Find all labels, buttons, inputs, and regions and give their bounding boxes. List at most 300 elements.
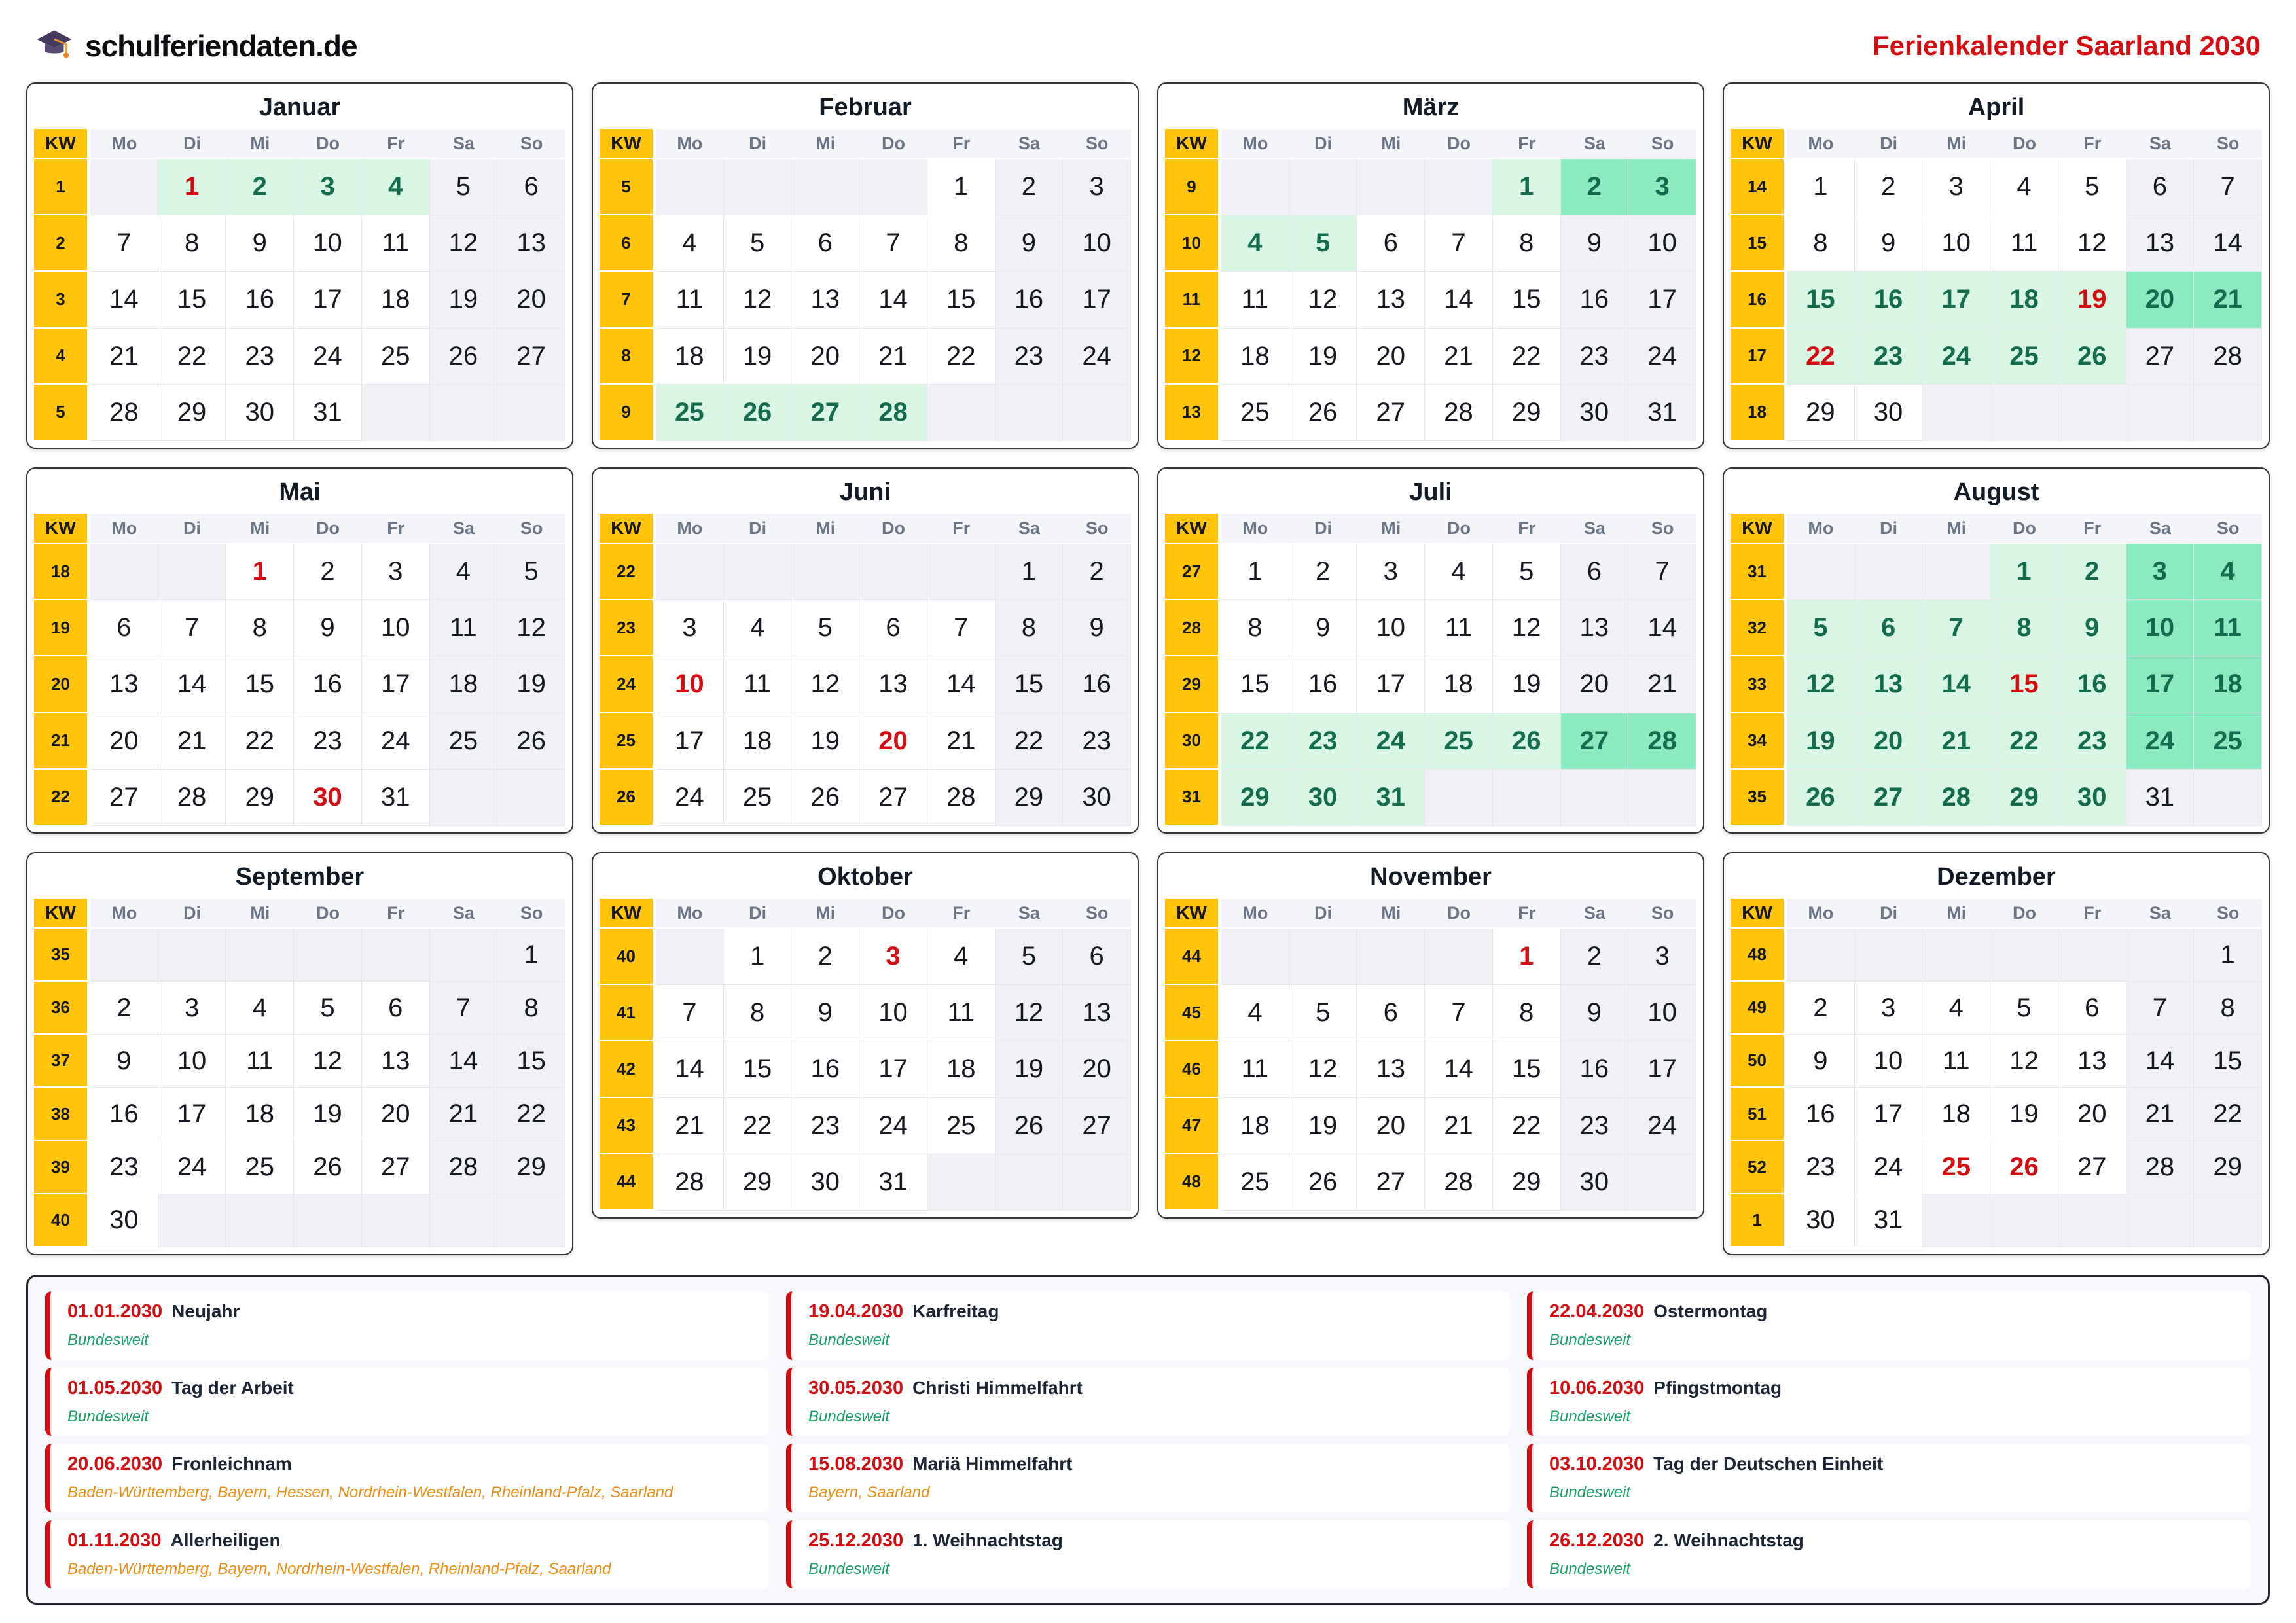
day-cell: 24 bbox=[656, 770, 724, 826]
day-cell: 2 bbox=[1561, 159, 1629, 215]
day-cell: 6 bbox=[791, 215, 859, 272]
day-cell: 27 bbox=[1561, 713, 1629, 770]
day-cell: 17 bbox=[1357, 656, 1425, 713]
kw-cell: 8 bbox=[600, 329, 656, 385]
kw-cell: 42 bbox=[600, 1041, 656, 1097]
day-cell: 31 bbox=[294, 385, 362, 441]
day-header-fr: Fr bbox=[1493, 899, 1561, 929]
kw-cell: 10 bbox=[1165, 215, 1221, 272]
day-cell: 15 bbox=[1787, 272, 1855, 328]
graduation-cap-icon bbox=[35, 27, 73, 65]
day-cell: 5 bbox=[294, 982, 362, 1035]
day-header-do: Do bbox=[1990, 899, 2058, 929]
day-cell bbox=[724, 159, 792, 215]
month-grid bbox=[600, 129, 1131, 441]
day-cell: 18 bbox=[1990, 272, 2058, 328]
month-grid bbox=[1731, 514, 2262, 826]
day-cell: 3 bbox=[859, 929, 927, 985]
day-cell bbox=[226, 929, 294, 982]
day-cell: 10 bbox=[362, 600, 430, 656]
day-cell: 1 bbox=[1493, 159, 1561, 215]
day-cell: 13 bbox=[90, 656, 158, 713]
month-title: Februar bbox=[819, 94, 912, 121]
day-header-di: Di bbox=[1855, 899, 1923, 929]
day-cell: 7 bbox=[859, 215, 927, 272]
day-header-di: Di bbox=[158, 514, 226, 544]
day-cell: 11 bbox=[927, 985, 996, 1041]
day-cell: 11 bbox=[1221, 272, 1289, 328]
kw-cell: 39 bbox=[34, 1141, 90, 1194]
holiday-entry bbox=[45, 1444, 769, 1512]
month-grid bbox=[600, 899, 1131, 1211]
day-cell: 26 bbox=[430, 329, 498, 385]
day-cell: 2 bbox=[1063, 544, 1131, 600]
month-mai bbox=[26, 467, 573, 834]
kw-cell: 16 bbox=[1731, 272, 1787, 328]
day-cell: 5 bbox=[791, 600, 859, 656]
month-title: April bbox=[1967, 94, 2025, 121]
day-cell: 18 bbox=[927, 1041, 996, 1097]
holiday-scope: Bundesweit bbox=[1549, 1484, 1631, 1502]
day-cell: 11 bbox=[362, 215, 430, 272]
day-cell: 22 bbox=[996, 713, 1064, 770]
day-cell: 6 bbox=[859, 600, 927, 656]
day-cell: 21 bbox=[2194, 272, 2262, 328]
day-cell bbox=[2194, 1194, 2262, 1247]
day-cell: 15 bbox=[158, 272, 226, 328]
day-header-sa: Sa bbox=[2126, 899, 2195, 929]
day-cell: 13 bbox=[1561, 600, 1629, 656]
kw-column-header: KW bbox=[34, 899, 90, 929]
day-cell: 20 bbox=[1561, 656, 1629, 713]
day-header-fr: Fr bbox=[927, 129, 996, 159]
day-cell: 30 bbox=[1063, 770, 1131, 826]
day-cell: 22 bbox=[1493, 1098, 1561, 1154]
day-cell bbox=[362, 1194, 430, 1247]
kw-cell: 27 bbox=[1165, 544, 1221, 600]
month-grid bbox=[1731, 899, 2262, 1247]
day-header-do: Do bbox=[294, 129, 362, 159]
holiday-name: Tag der Arbeit bbox=[171, 1377, 294, 1398]
kw-cell: 1 bbox=[34, 159, 90, 215]
day-cell bbox=[226, 1194, 294, 1247]
day-cell: 29 bbox=[1493, 385, 1561, 441]
day-cell: 6 bbox=[497, 159, 565, 215]
kw-cell: 1 bbox=[1731, 1194, 1787, 1247]
kw-cell: 48 bbox=[1731, 929, 1787, 982]
day-cell: 13 bbox=[859, 656, 927, 713]
holiday-date: 26.12.2030 bbox=[1549, 1529, 1645, 1551]
day-cell bbox=[859, 544, 927, 600]
day-cell: 1 bbox=[226, 544, 294, 600]
day-cell: 21 bbox=[927, 713, 996, 770]
day-cell bbox=[1855, 544, 1923, 600]
day-cell bbox=[430, 385, 498, 441]
day-cell: 14 bbox=[1628, 600, 1696, 656]
day-header-mo: Mo bbox=[1787, 514, 1855, 544]
kw-cell: 46 bbox=[1165, 1041, 1221, 1097]
day-cell: 17 bbox=[362, 656, 430, 713]
day-cell bbox=[1063, 385, 1131, 441]
day-cell: 21 bbox=[1922, 713, 1990, 770]
day-cell: 6 bbox=[362, 982, 430, 1035]
day-header-mo: Mo bbox=[656, 899, 724, 929]
day-cell: 19 bbox=[1289, 329, 1357, 385]
holiday-name: Neujahr bbox=[171, 1301, 240, 1322]
day-header-sa: Sa bbox=[1561, 899, 1629, 929]
holiday-scope: Bundesweit bbox=[1549, 1407, 1631, 1425]
day-header-sa: Sa bbox=[2126, 514, 2195, 544]
day-cell: 31 bbox=[1357, 770, 1425, 826]
day-cell: 6 bbox=[1855, 600, 1923, 656]
day-cell: 2 bbox=[2058, 544, 2126, 600]
day-cell: 8 bbox=[2194, 982, 2262, 1035]
day-cell: 21 bbox=[430, 1088, 498, 1141]
day-cell: 21 bbox=[1425, 329, 1493, 385]
day-header-sa: Sa bbox=[996, 899, 1064, 929]
day-header-sa: Sa bbox=[996, 129, 1064, 159]
day-cell: 21 bbox=[90, 329, 158, 385]
day-cell: 21 bbox=[859, 329, 927, 385]
holiday-scope: Baden-Württemberg, Bayern, Nordrhein-Westfalen, Rheinland-Pfalz, Saarland bbox=[67, 1560, 611, 1578]
day-cell: 11 bbox=[1425, 600, 1493, 656]
day-cell: 13 bbox=[362, 1035, 430, 1088]
kw-cell: 44 bbox=[1165, 929, 1221, 985]
kw-cell: 21 bbox=[34, 713, 90, 770]
day-cell: 14 bbox=[927, 656, 996, 713]
kw-column-header: KW bbox=[34, 514, 90, 544]
day-cell: 28 bbox=[2194, 329, 2262, 385]
day-cell: 5 bbox=[1990, 982, 2058, 1035]
day-cell bbox=[2126, 385, 2195, 441]
day-cell: 7 bbox=[1425, 215, 1493, 272]
day-cell: 17 bbox=[859, 1041, 927, 1097]
day-header-do: Do bbox=[1990, 129, 2058, 159]
day-cell bbox=[2194, 385, 2262, 441]
day-cell: 21 bbox=[1425, 1098, 1493, 1154]
day-cell: 15 bbox=[226, 656, 294, 713]
day-cell: 19 bbox=[2058, 272, 2126, 328]
day-header-so: So bbox=[2194, 899, 2262, 929]
kw-cell: 25 bbox=[600, 713, 656, 770]
holiday-name: 1. Weihnachtstag bbox=[912, 1529, 1063, 1550]
day-cell: 25 bbox=[927, 1098, 996, 1154]
day-cell: 26 bbox=[1493, 713, 1561, 770]
day-cell: 3 bbox=[1855, 982, 1923, 1035]
day-header-so: So bbox=[1628, 129, 1696, 159]
month-title: Juli bbox=[1409, 478, 1452, 506]
day-cell: 18 bbox=[1922, 1088, 1990, 1141]
day-cell: 12 bbox=[1289, 1041, 1357, 1097]
day-cell: 12 bbox=[497, 600, 565, 656]
day-header-fr: Fr bbox=[362, 514, 430, 544]
day-cell: 29 bbox=[724, 1154, 792, 1211]
day-cell: 28 bbox=[656, 1154, 724, 1211]
day-cell: 30 bbox=[1561, 1154, 1629, 1211]
day-cell: 5 bbox=[430, 159, 498, 215]
day-cell: 7 bbox=[158, 600, 226, 656]
day-cell: 25 bbox=[1221, 385, 1289, 441]
holiday-name: Fronleichnam bbox=[171, 1454, 292, 1474]
kw-column-header: KW bbox=[1165, 514, 1221, 544]
day-cell: 11 bbox=[226, 1035, 294, 1088]
day-cell: 20 bbox=[1063, 1041, 1131, 1097]
holiday-entry bbox=[45, 1291, 769, 1360]
holiday-date: 01.01.2030 bbox=[67, 1301, 163, 1323]
kw-cell: 15 bbox=[1731, 215, 1787, 272]
day-cell: 13 bbox=[1063, 985, 1131, 1041]
month-grid bbox=[34, 899, 565, 1247]
day-cell: 10 bbox=[1628, 215, 1696, 272]
day-cell: 3 bbox=[1357, 544, 1425, 600]
day-cell: 25 bbox=[226, 1141, 294, 1194]
day-header-mo: Mo bbox=[90, 514, 158, 544]
day-cell bbox=[497, 770, 565, 826]
kw-cell: 11 bbox=[1165, 272, 1221, 328]
day-cell: 27 bbox=[1063, 1098, 1131, 1154]
day-cell: 23 bbox=[90, 1141, 158, 1194]
day-cell: 2 bbox=[791, 929, 859, 985]
holiday-scope: Bundesweit bbox=[808, 1331, 890, 1349]
day-cell: 3 bbox=[362, 544, 430, 600]
day-cell: 29 bbox=[1493, 1154, 1561, 1211]
day-cell: 10 bbox=[2126, 600, 2195, 656]
day-cell: 2 bbox=[1561, 929, 1629, 985]
site-logo[interactable] bbox=[35, 27, 357, 65]
day-cell: 20 bbox=[2126, 272, 2195, 328]
day-cell: 2 bbox=[90, 982, 158, 1035]
holiday-date: 10.06.2030 bbox=[1549, 1377, 1645, 1399]
kw-cell: 36 bbox=[34, 982, 90, 1035]
day-cell: 21 bbox=[656, 1098, 724, 1154]
day-cell: 29 bbox=[2194, 1141, 2262, 1194]
day-cell: 30 bbox=[1787, 1194, 1855, 1247]
kw-cell: 37 bbox=[34, 1035, 90, 1088]
day-cell: 27 bbox=[2126, 329, 2195, 385]
kw-cell: 52 bbox=[1731, 1141, 1787, 1194]
day-cell bbox=[2058, 1194, 2126, 1247]
day-cell bbox=[791, 159, 859, 215]
day-cell bbox=[158, 929, 226, 982]
day-cell: 7 bbox=[927, 600, 996, 656]
day-cell: 7 bbox=[430, 982, 498, 1035]
kw-cell: 45 bbox=[1165, 985, 1221, 1041]
day-cell: 27 bbox=[90, 770, 158, 826]
holiday-date: 01.11.2030 bbox=[67, 1529, 162, 1551]
day-cell: 12 bbox=[294, 1035, 362, 1088]
day-cell bbox=[497, 1194, 565, 1247]
day-cell: 22 bbox=[2194, 1088, 2262, 1141]
day-cell: 7 bbox=[90, 215, 158, 272]
day-cell: 15 bbox=[1493, 272, 1561, 328]
day-cell bbox=[497, 385, 565, 441]
kw-cell: 50 bbox=[1731, 1035, 1787, 1088]
day-cell: 11 bbox=[430, 600, 498, 656]
day-cell bbox=[1357, 929, 1425, 985]
day-cell: 3 bbox=[656, 600, 724, 656]
holiday-date: 03.10.2030 bbox=[1549, 1454, 1645, 1475]
day-cell: 12 bbox=[996, 985, 1064, 1041]
day-cell bbox=[1922, 544, 1990, 600]
day-cell: 4 bbox=[1990, 159, 2058, 215]
day-cell: 6 bbox=[2058, 982, 2126, 1035]
day-cell: 28 bbox=[1628, 713, 1696, 770]
day-header-di: Di bbox=[1289, 129, 1357, 159]
day-cell: 24 bbox=[1855, 1141, 1923, 1194]
day-cell: 15 bbox=[1990, 656, 2058, 713]
day-cell: 5 bbox=[1289, 215, 1357, 272]
day-cell: 5 bbox=[724, 215, 792, 272]
day-cell bbox=[1221, 159, 1289, 215]
day-header-so: So bbox=[1063, 129, 1131, 159]
day-header-di: Di bbox=[1855, 129, 1923, 159]
day-header-mi: Mi bbox=[791, 129, 859, 159]
day-header-so: So bbox=[2194, 514, 2262, 544]
day-cell: 12 bbox=[1289, 272, 1357, 328]
holiday-entry bbox=[1527, 1444, 2251, 1512]
day-cell bbox=[1425, 770, 1493, 826]
day-cell bbox=[791, 544, 859, 600]
day-cell: 31 bbox=[1628, 385, 1696, 441]
month-februar bbox=[592, 82, 1139, 449]
day-cell: 21 bbox=[2126, 1088, 2195, 1141]
day-cell: 23 bbox=[1561, 1098, 1629, 1154]
day-cell: 3 bbox=[294, 159, 362, 215]
holiday-scope: Baden-Württemberg, Bayern, Hessen, Nordrhein-Westfalen, Rheinland-Pfalz, Saarland bbox=[67, 1484, 673, 1502]
kw-cell: 24 bbox=[600, 656, 656, 713]
day-cell: 19 bbox=[791, 713, 859, 770]
day-cell: 5 bbox=[996, 929, 1064, 985]
day-header-di: Di bbox=[1289, 514, 1357, 544]
kw-column-header: KW bbox=[1731, 514, 1787, 544]
kw-cell: 38 bbox=[34, 1088, 90, 1141]
day-cell: 10 bbox=[1922, 215, 1990, 272]
holiday-entry-line bbox=[1549, 1301, 2234, 1323]
kw-cell: 22 bbox=[600, 544, 656, 600]
day-cell: 20 bbox=[362, 1088, 430, 1141]
day-header-di: Di bbox=[724, 129, 792, 159]
kw-cell: 33 bbox=[1731, 656, 1787, 713]
day-cell: 8 bbox=[497, 982, 565, 1035]
day-cell: 5 bbox=[1289, 985, 1357, 1041]
holiday-entry-line bbox=[808, 1378, 1493, 1399]
day-cell: 19 bbox=[1493, 656, 1561, 713]
holiday-entry bbox=[786, 1520, 1510, 1589]
kw-cell: 9 bbox=[1165, 159, 1221, 215]
month-title: Januar bbox=[259, 94, 341, 121]
day-cell: 2 bbox=[1855, 159, 1923, 215]
site-logo-text: schulferiendaten.de bbox=[85, 29, 357, 63]
day-cell bbox=[724, 544, 792, 600]
day-cell: 7 bbox=[1922, 600, 1990, 656]
day-cell: 21 bbox=[1628, 656, 1696, 713]
day-cell bbox=[430, 929, 498, 982]
month-dezember bbox=[1723, 852, 2270, 1255]
day-cell: 5 bbox=[2058, 159, 2126, 215]
day-cell: 18 bbox=[226, 1088, 294, 1141]
day-cell: 30 bbox=[791, 1154, 859, 1211]
kw-cell: 20 bbox=[34, 656, 90, 713]
day-cell: 6 bbox=[1357, 985, 1425, 1041]
day-cell: 4 bbox=[927, 929, 996, 985]
day-cell: 1 bbox=[497, 929, 565, 982]
day-cell: 13 bbox=[1357, 1041, 1425, 1097]
day-header-do: Do bbox=[1425, 129, 1493, 159]
day-cell: 30 bbox=[1855, 385, 1923, 441]
day-cell: 16 bbox=[294, 656, 362, 713]
day-cell: 1 bbox=[2194, 929, 2262, 982]
page-header bbox=[26, 14, 2270, 77]
day-cell: 8 bbox=[1221, 600, 1289, 656]
day-cell: 8 bbox=[996, 600, 1064, 656]
day-cell: 6 bbox=[90, 600, 158, 656]
day-cell: 12 bbox=[1493, 600, 1561, 656]
kw-cell: 51 bbox=[1731, 1088, 1787, 1141]
day-cell: 1 bbox=[927, 159, 996, 215]
day-cell: 30 bbox=[90, 1194, 158, 1247]
day-header-sa: Sa bbox=[430, 899, 498, 929]
day-cell bbox=[1425, 159, 1493, 215]
day-cell: 20 bbox=[1357, 1098, 1425, 1154]
day-cell bbox=[2126, 1194, 2195, 1247]
day-cell bbox=[158, 1194, 226, 1247]
holiday-entry-line bbox=[67, 1301, 752, 1323]
day-header-mo: Mo bbox=[1221, 514, 1289, 544]
kw-cell: 41 bbox=[600, 985, 656, 1041]
months-grid bbox=[26, 82, 2270, 1255]
month-title: August bbox=[1953, 478, 2039, 506]
day-cell: 17 bbox=[294, 272, 362, 328]
day-cell: 15 bbox=[497, 1035, 565, 1088]
day-cell: 11 bbox=[2194, 600, 2262, 656]
day-cell: 1 bbox=[158, 159, 226, 215]
month-title: März bbox=[1402, 94, 1460, 121]
day-cell: 26 bbox=[996, 1098, 1064, 1154]
month-oktober bbox=[592, 852, 1139, 1219]
day-cell: 14 bbox=[158, 656, 226, 713]
day-cell: 24 bbox=[294, 329, 362, 385]
day-cell: 14 bbox=[2194, 215, 2262, 272]
month-title: Oktober bbox=[817, 863, 913, 891]
day-cell: 15 bbox=[2194, 1035, 2262, 1088]
holiday-entry-line bbox=[67, 1530, 752, 1552]
kw-cell: 31 bbox=[1731, 544, 1787, 600]
day-cell bbox=[927, 385, 996, 441]
day-cell: 29 bbox=[1990, 770, 2058, 826]
kw-cell: 49 bbox=[1731, 982, 1787, 1035]
holiday-entry bbox=[786, 1291, 1510, 1360]
day-cell: 29 bbox=[226, 770, 294, 826]
day-cell: 4 bbox=[1221, 215, 1289, 272]
day-header-mo: Mo bbox=[90, 129, 158, 159]
day-cell: 22 bbox=[497, 1088, 565, 1141]
day-cell: 28 bbox=[430, 1141, 498, 1194]
day-cell: 8 bbox=[158, 215, 226, 272]
day-cell: 1 bbox=[1221, 544, 1289, 600]
day-cell: 27 bbox=[859, 770, 927, 826]
day-header-fr: Fr bbox=[2058, 514, 2126, 544]
day-cell: 24 bbox=[1063, 329, 1131, 385]
day-cell: 14 bbox=[430, 1035, 498, 1088]
day-cell bbox=[1990, 385, 2058, 441]
day-cell: 24 bbox=[1357, 713, 1425, 770]
day-cell: 10 bbox=[1628, 985, 1696, 1041]
day-cell: 23 bbox=[791, 1098, 859, 1154]
kw-cell: 26 bbox=[600, 770, 656, 826]
month-title: Mai bbox=[279, 478, 321, 506]
day-cell bbox=[1357, 159, 1425, 215]
day-cell: 12 bbox=[791, 656, 859, 713]
